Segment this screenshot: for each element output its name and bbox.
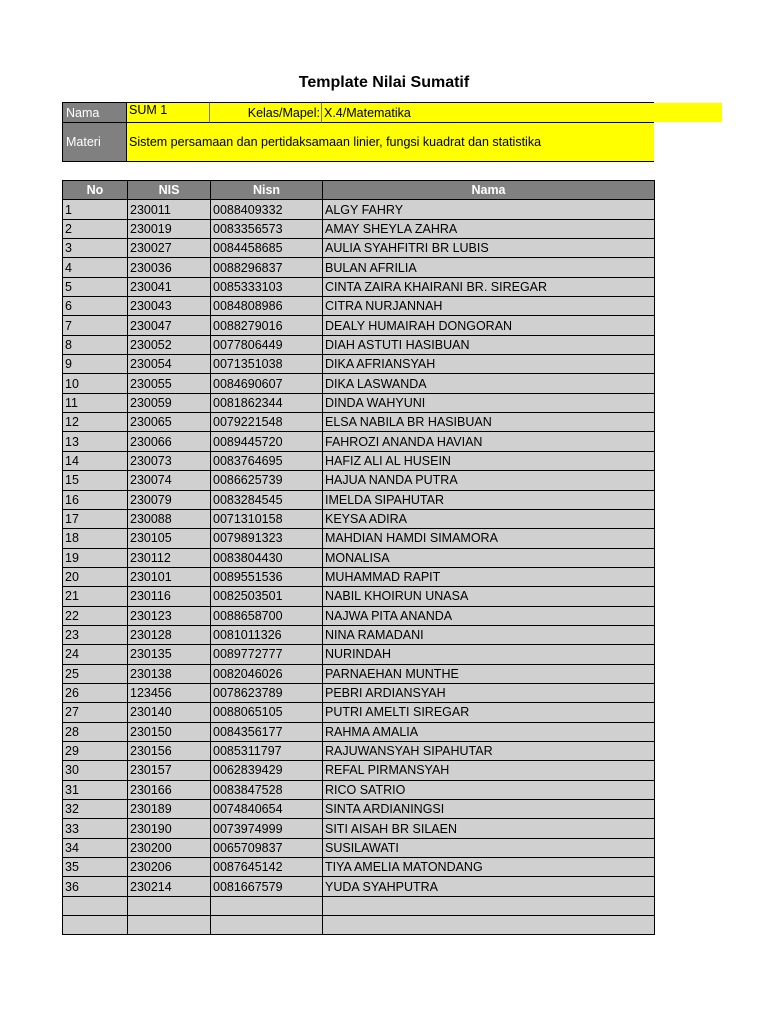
cell-nisn[interactable]: 0073974999 <box>211 819 323 838</box>
cell-nis[interactable] <box>128 916 211 935</box>
cell-nama[interactable]: IMELDA SIPAHUTAR <box>323 490 655 509</box>
cell-nama[interactable]: NAJWA PITA ANANDA <box>323 606 655 625</box>
table-row <box>63 722 655 741</box>
header-nis: NIS <box>128 181 211 200</box>
cell-no[interactable]: 19 <box>63 548 128 567</box>
table-row <box>63 200 655 219</box>
cell-nama[interactable]: AULIA SYAHFITRI BR LUBIS <box>323 239 655 258</box>
cell-nisn[interactable]: 0077806449 <box>211 335 323 354</box>
cell-nis[interactable]: 230079 <box>128 490 211 509</box>
cell-nisn[interactable]: 0089445720 <box>211 432 323 451</box>
cell-nama[interactable]: ALGY FAHRY <box>323 200 655 219</box>
cell-nisn[interactable]: 0082046026 <box>211 664 323 683</box>
kelas-value-overflow <box>654 103 722 122</box>
cell-no[interactable]: 23 <box>63 625 128 644</box>
cell-nama[interactable]: NABIL KHOIRUN UNASA <box>323 587 655 606</box>
cell-nisn[interactable]: 0078623789 <box>211 683 323 702</box>
table-row <box>63 683 655 702</box>
cell-nis[interactable]: 123456 <box>128 683 211 702</box>
cell-no[interactable]: 14 <box>63 451 128 470</box>
table-row <box>63 374 655 393</box>
cell-nisn[interactable]: 0082503501 <box>211 587 323 606</box>
cell-nis[interactable]: 230036 <box>128 258 211 277</box>
cell-nis[interactable]: 230138 <box>128 664 211 683</box>
cell-nis[interactable]: 230019 <box>128 219 211 238</box>
cell-nisn[interactable]: 0084690607 <box>211 374 323 393</box>
cell-no[interactable]: 17 <box>63 509 128 528</box>
cell-no[interactable]: 35 <box>63 858 128 877</box>
cell-no[interactable]: 30 <box>63 761 128 780</box>
cell-nisn[interactable]: 0084356177 <box>211 722 323 741</box>
table-row <box>63 277 655 296</box>
materi-label: Materi <box>62 123 127 162</box>
cell-nisn[interactable] <box>211 896 323 915</box>
cell-nisn[interactable]: 0088279016 <box>211 316 323 335</box>
cell-nama[interactable]: HAFIZ ALI AL HUSEIN <box>323 451 655 470</box>
cell-nama[interactable]: DEALY HUMAIRAH DONGORAN <box>323 316 655 335</box>
cell-nisn[interactable]: 0087645142 <box>211 858 323 877</box>
cell-nis[interactable]: 230112 <box>128 548 211 567</box>
cell-nis[interactable]: 230027 <box>128 239 211 258</box>
cell-no[interactable]: 4 <box>63 258 128 277</box>
cell-nis[interactable]: 230206 <box>128 858 211 877</box>
cell-nisn[interactable]: 0065709837 <box>211 838 323 857</box>
cell-nis[interactable]: 230059 <box>128 393 211 412</box>
cell-no[interactable]: 18 <box>63 529 128 548</box>
cell-nis[interactable]: 230055 <box>128 374 211 393</box>
table-row <box>63 258 655 277</box>
cell-nama[interactable]: HAJUA NANDA PUTRA <box>323 471 655 490</box>
cell-nama[interactable]: MAHDIAN HAMDI SIMAMORA <box>323 529 655 548</box>
cell-no[interactable]: 12 <box>63 413 128 432</box>
cell-no[interactable]: 16 <box>63 490 128 509</box>
cell-nisn[interactable]: 0089551536 <box>211 567 323 586</box>
cell-no[interactable]: 33 <box>63 819 128 838</box>
cell-no[interactable]: 20 <box>63 567 128 586</box>
cell-nisn[interactable]: 0085333103 <box>211 277 323 296</box>
cell-nis[interactable]: 230200 <box>128 838 211 857</box>
cell-nis[interactable]: 230066 <box>128 432 211 451</box>
cell-nama[interactable]: PUTRI AMELTI SIREGAR <box>323 703 655 722</box>
cell-nama[interactable]: ELSA NABILA BR HASIBUAN <box>323 413 655 432</box>
cell-no[interactable]: 6 <box>63 297 128 316</box>
cell-nama[interactable]: NURINDAH <box>323 645 655 664</box>
kelas-label: Kelas/Mapel: <box>210 102 322 123</box>
cell-nis[interactable]: 230052 <box>128 335 211 354</box>
table-row <box>63 858 655 877</box>
cell-nisn[interactable]: 0081862344 <box>211 393 323 412</box>
table-row <box>63 877 655 896</box>
table-row <box>63 741 655 760</box>
header-no: No <box>63 181 128 200</box>
cell-nama[interactable] <box>323 896 655 915</box>
cell-nis[interactable]: 230101 <box>128 567 211 586</box>
cell-no[interactable]: 34 <box>63 838 128 857</box>
page-title: Template Nilai Sumatif <box>298 74 470 91</box>
table-body <box>63 200 655 935</box>
table-row <box>63 645 655 664</box>
cell-nama[interactable]: AMAY SHEYLA ZAHRA <box>323 219 655 238</box>
table-row <box>63 606 655 625</box>
cell-nis[interactable]: 230156 <box>128 741 211 760</box>
cell-nama[interactable]: YUDA SYAHPUTRA <box>323 877 655 896</box>
cell-nisn[interactable]: 0083804430 <box>211 548 323 567</box>
cell-nisn[interactable]: 0071351038 <box>211 355 323 374</box>
table-row <box>63 567 655 586</box>
table-row <box>63 587 655 606</box>
cell-nis[interactable]: 230011 <box>128 200 211 219</box>
cell-nama[interactable]: DIKA LASWANDA <box>323 374 655 393</box>
cell-nama[interactable]: BULAN AFRILIA <box>323 258 655 277</box>
cell-nis[interactable]: 230157 <box>128 761 211 780</box>
cell-no[interactable]: 28 <box>63 722 128 741</box>
table-row <box>63 780 655 799</box>
cell-nama[interactable]: CITRA NURJANNAH <box>323 297 655 316</box>
table-row <box>63 471 655 490</box>
cell-nis[interactable]: 230074 <box>128 471 211 490</box>
cell-nisn[interactable]: 0088658700 <box>211 606 323 625</box>
table-row <box>63 219 655 238</box>
info-row-materi <box>62 123 722 162</box>
cell-nama[interactable]: SINTA ARDIANINGSI <box>323 800 655 819</box>
table-row <box>63 761 655 780</box>
cell-no[interactable]: 27 <box>63 703 128 722</box>
kelas-value-cell[interactable]: X.4/Matematika <box>322 102 654 123</box>
cell-nis[interactable]: 230047 <box>128 316 211 335</box>
info-block <box>62 102 722 162</box>
table-row <box>63 703 655 722</box>
cell-nama[interactable] <box>323 916 655 935</box>
table-row <box>63 916 655 935</box>
table-row <box>63 625 655 644</box>
table-row <box>63 335 655 354</box>
cell-nama[interactable]: KEYSA ADIRA <box>323 509 655 528</box>
cell-no[interactable]: 31 <box>63 780 128 799</box>
cell-no[interactable] <box>63 896 128 915</box>
cell-nisn[interactable]: 0086625739 <box>211 471 323 490</box>
cell-nisn[interactable]: 0083764695 <box>211 451 323 470</box>
cell-nama[interactable]: SUSILAWATI <box>323 838 655 857</box>
table-row <box>63 432 655 451</box>
cell-nisn[interactable]: 0083356573 <box>211 219 323 238</box>
cell-nisn[interactable]: 0062839429 <box>211 761 323 780</box>
cell-nisn[interactable] <box>211 916 323 935</box>
cell-nis[interactable]: 230041 <box>128 277 211 296</box>
cell-no[interactable]: 3 <box>63 239 128 258</box>
cell-no[interactable]: 26 <box>63 683 128 702</box>
cell-nama[interactable]: DIAH ASTUTI HASIBUAN <box>323 335 655 354</box>
cell-nis[interactable]: 230123 <box>128 606 211 625</box>
cell-nisn[interactable]: 0071310158 <box>211 509 323 528</box>
cell-nisn[interactable]: 0088296837 <box>211 258 323 277</box>
cell-nama[interactable]: RAJUWANSYAH SIPAHUTAR <box>323 741 655 760</box>
table-row <box>63 800 655 819</box>
table-row <box>63 664 655 683</box>
cell-nama[interactable]: DINDA WAHYUNI <box>323 393 655 412</box>
cell-nis[interactable]: 230043 <box>128 297 211 316</box>
cell-nis[interactable]: 230088 <box>128 509 211 528</box>
cell-nis[interactable]: 230065 <box>128 413 211 432</box>
cell-nisn[interactable]: 0088409332 <box>211 200 323 219</box>
cell-nis[interactable]: 230135 <box>128 645 211 664</box>
cell-no[interactable]: 9 <box>63 355 128 374</box>
cell-nama[interactable]: FAHROZI ANANDA HAVIAN <box>323 432 655 451</box>
cell-nisn[interactable]: 0085311797 <box>211 741 323 760</box>
cell-nama[interactable]: DIKA AFRIANSYAH <box>323 355 655 374</box>
cell-no[interactable]: 32 <box>63 800 128 819</box>
cell-nis[interactable]: 230140 <box>128 703 211 722</box>
cell-no[interactable]: 15 <box>63 471 128 490</box>
cell-nisn[interactable]: 0074840654 <box>211 800 323 819</box>
table-row <box>63 413 655 432</box>
cell-nis[interactable]: 230189 <box>128 800 211 819</box>
cell-no[interactable]: 5 <box>63 277 128 296</box>
cell-nama[interactable]: PARNAEHAN MUNTHE <box>323 664 655 683</box>
cell-nisn[interactable]: 0081011326 <box>211 625 323 644</box>
table-row <box>63 355 655 374</box>
cell-nisn[interactable]: 0084458685 <box>211 239 323 258</box>
cell-nisn[interactable]: 0079221548 <box>211 413 323 432</box>
table-row <box>63 490 655 509</box>
table-row <box>63 896 655 915</box>
materi-value-cell[interactable]: Sistem persamaan dan pertidaksamaan linier, fungsi kuadrat dan statistika <box>127 123 654 162</box>
table-row <box>63 239 655 258</box>
cell-nama[interactable]: MONALISA <box>323 548 655 567</box>
cell-nis[interactable]: 230150 <box>128 722 211 741</box>
table-header-row <box>63 181 655 200</box>
table-row <box>63 297 655 316</box>
cell-no[interactable]: 25 <box>63 664 128 683</box>
cell-nis[interactable] <box>128 896 211 915</box>
table-row <box>63 548 655 567</box>
cell-nisn[interactable]: 0089772777 <box>211 645 323 664</box>
cell-no[interactable]: 24 <box>63 645 128 664</box>
cell-nama[interactable]: RAHMA AMALIA <box>323 722 655 741</box>
cell-no[interactable]: 1 <box>63 200 128 219</box>
cell-nama[interactable]: CINTA ZAIRA KHAIRANI BR. SIREGAR <box>323 277 655 296</box>
cell-nama[interactable]: TIYA AMELIA MATONDANG <box>323 858 655 877</box>
cell-nisn[interactable]: 0079891323 <box>211 529 323 548</box>
cell-nisn[interactable]: 0084808986 <box>211 297 323 316</box>
cell-nama[interactable]: MUHAMMAD RAPIT <box>323 567 655 586</box>
cell-no[interactable]: 10 <box>63 374 128 393</box>
table-row <box>63 838 655 857</box>
table-row <box>63 316 655 335</box>
info-row-nama <box>62 102 722 123</box>
cell-nisn[interactable]: 0083284545 <box>211 490 323 509</box>
cell-no[interactable]: 21 <box>63 587 128 606</box>
table-row <box>63 819 655 838</box>
cell-no[interactable] <box>63 916 128 935</box>
nama-value-cell[interactable]: SUM 1 <box>127 102 210 123</box>
cell-no[interactable]: 13 <box>63 432 128 451</box>
cell-no[interactable]: 29 <box>63 741 128 760</box>
cell-nisn[interactable]: 0081667579 <box>211 877 323 896</box>
cell-nis[interactable]: 230105 <box>128 529 211 548</box>
cell-no[interactable]: 2 <box>63 219 128 238</box>
table-row <box>63 509 655 528</box>
cell-no[interactable]: 11 <box>63 393 128 412</box>
cell-nama[interactable]: NINA RAMADANI <box>323 625 655 644</box>
table-row <box>63 393 655 412</box>
nama-label: Nama <box>62 102 127 123</box>
cell-no[interactable]: 36 <box>63 877 128 896</box>
cell-nis[interactable]: 230073 <box>128 451 211 470</box>
header-nisn: Nisn <box>211 181 323 200</box>
cell-nama[interactable]: RICO SATRIO <box>323 780 655 799</box>
cell-nisn[interactable]: 0088065105 <box>211 703 323 722</box>
cell-no[interactable]: 8 <box>63 335 128 354</box>
cell-nis[interactable]: 230116 <box>128 587 211 606</box>
cell-no[interactable]: 22 <box>63 606 128 625</box>
cell-nama[interactable]: PEBRI ARDIANSYAH <box>323 683 655 702</box>
cell-no[interactable]: 7 <box>63 316 128 335</box>
table-row <box>63 451 655 470</box>
header-nama: Nama <box>323 181 655 200</box>
cell-nis[interactable]: 230128 <box>128 625 211 644</box>
cell-nis[interactable]: 230190 <box>128 819 211 838</box>
student-table <box>62 180 655 935</box>
cell-nama[interactable]: REFAL PIRMANSYAH <box>323 761 655 780</box>
cell-nisn[interactable]: 0083847528 <box>211 780 323 799</box>
cell-nama[interactable]: SITI AISAH BR SILAEN <box>323 819 655 838</box>
table-row <box>63 529 655 548</box>
cell-nis[interactable]: 230214 <box>128 877 211 896</box>
cell-nis[interactable]: 230054 <box>128 355 211 374</box>
cell-nis[interactable]: 230166 <box>128 780 211 799</box>
